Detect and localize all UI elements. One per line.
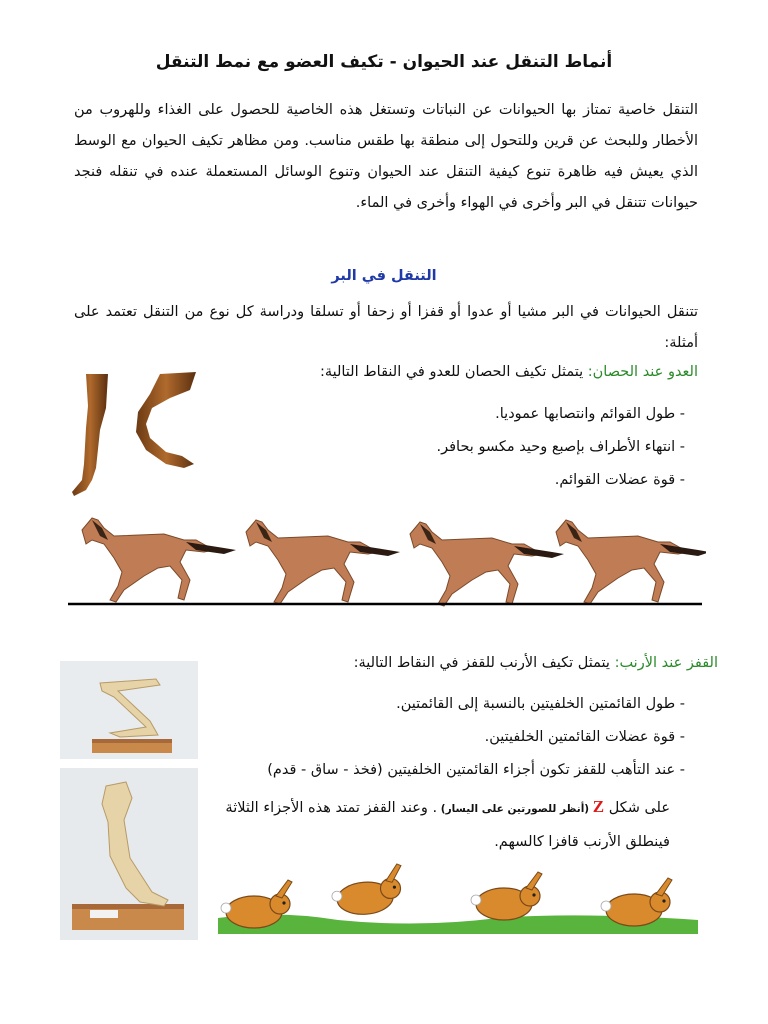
land-section-heading: التنقل في البر [331, 268, 437, 284]
horse-text: يتمثل تكيف الحصان للعدو في النقاط التالية: [319, 364, 588, 380]
list-item: - قوة عضلات القائمتين الخلفيتين. [200, 721, 685, 754]
rabbit-leg-bones-photo-extended [60, 768, 198, 940]
horse-label: العدو عند الحصان: [587, 364, 698, 380]
list-item: - انتهاء الأطراف بإصبع وحيد مكسو بحافر. [300, 431, 685, 464]
horse-legs-illustration [66, 368, 206, 503]
rabbit-point-continuation [200, 790, 670, 859]
list-item: - طول القوائم وانتصابها عموديا. [300, 398, 685, 431]
rabbit-leg-bones-photo-bent [60, 661, 198, 759]
land-intro-paragraph: تتنقل الحيوانات في البر مشيا أو عدوا أو قفزا أو زحفا أو تسلقا ودراسة كل نوع من التنقل تعتمد على أمثلة: [74, 304, 698, 351]
z-letter: Z [592, 797, 605, 816]
rabbit-points-list [200, 688, 685, 787]
running-horse-sequence [66, 508, 706, 608]
page-title: أنماط التنقل عند الحيوان - تكيف العضو مع نمط التنقل [155, 52, 613, 72]
rabbit-text: يتمثل تكيف الأرنب للقفز في النقاط التالية: [353, 655, 615, 671]
list-item: - عند التأهب للقفز تكون أجزاء القائمتين الخلفيتين (فخذ - ساق - قدم) [200, 754, 685, 787]
list-item: - طول القائمتين الخلفيتين بالنسبة إلى القائمتين. [200, 688, 685, 721]
horse-points-list [300, 398, 685, 497]
see-photos-note: (أنظر للصورتين على اليسار) [437, 803, 593, 815]
z-shape-text: على شكل [604, 800, 670, 816]
rabbit-subheading [220, 655, 718, 671]
horse-subheading [200, 364, 698, 380]
hopping-rabbit-sequence [218, 862, 698, 934]
rabbit-label: القفز عند الأرنب: [614, 655, 718, 671]
intro-paragraph: التنقل خاصية تمتاز بها الحيوانات عن النباتات وتستغل هذه الخاصية للحصول على الغذاء وللهروب من الأخطار وللبحث عن قرين وللتحول إلى منطقة بها طقس مناسب. ومن مظاهر تكيف الحيوان مع الوسط الذي يعيش فيه ظاهرة تنوع كيفية التنقل عند الحيوان وتنوع الوسائل المستعملة عنده في تنقله فنجد حيوانات تتنقل في البر وأخرى في الهواء وأخرى في الماء. [74, 102, 698, 211]
jump-text: . وعند القفز تمتد هذه الأجزاء الثلاثة فينطلق الأرنب قافزا كالسهم. [225, 800, 670, 850]
list-item: - قوة عضلات القوائم. [300, 464, 685, 497]
